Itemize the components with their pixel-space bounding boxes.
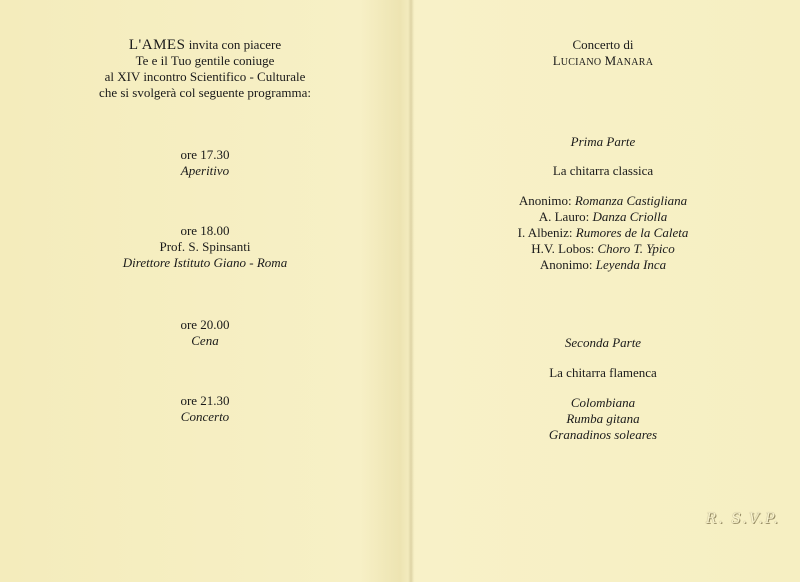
rsvp-emboss: R. S.V.P. bbox=[705, 511, 780, 527]
concert-heading: Concerto di bbox=[572, 37, 634, 52]
part-two-subtitle: La chitarra flamenca bbox=[549, 365, 657, 380]
schedule-speaker: Prof. S. Spinsanti bbox=[159, 239, 251, 254]
program-piece: H.V. Lobos: Choro T. Ypico bbox=[531, 241, 675, 256]
intro-line-1 bbox=[0, 37, 410, 53]
part-one-subtitle: La chitarra classica bbox=[552, 163, 654, 178]
schedule-label: Direttore Istituto Giano - Roma bbox=[122, 255, 288, 270]
organization-name: L'AMES bbox=[128, 37, 186, 53]
schedule-time: ore 17.30 bbox=[180, 147, 230, 162]
program-piece: Colombiana bbox=[570, 395, 636, 410]
schedule-time: ore 21.30 bbox=[180, 393, 230, 408]
part-two-title: Seconda Parte bbox=[564, 335, 642, 350]
intro-line-1-text: invita con piacere bbox=[185, 37, 282, 52]
schedule-item bbox=[0, 147, 410, 179]
program-piece: A. Lauro: Danza Criolla bbox=[538, 209, 668, 224]
performer-name: LUCIANO MANARA bbox=[552, 53, 654, 68]
intro-line-4: che si svolgerà col seguente programma: bbox=[99, 85, 311, 100]
schedule-item bbox=[0, 393, 410, 425]
invitation-intro bbox=[0, 37, 410, 101]
intro-line-2: Te e il Tuo gentile coniuge bbox=[135, 53, 275, 68]
intro-line-3: al XIV incontro Scientifico - Culturale bbox=[104, 69, 306, 84]
part-one-program bbox=[406, 193, 800, 273]
program-piece: Rumba gitana bbox=[566, 411, 640, 426]
schedule-label: Cena bbox=[191, 333, 219, 348]
schedule-time: ore 18.00 bbox=[180, 223, 230, 238]
schedule-time: ore 20.00 bbox=[180, 317, 230, 332]
schedule-item bbox=[0, 223, 410, 271]
program-piece: Anonimo: Leyenda Inca bbox=[539, 257, 667, 272]
program-piece: Granadinos soleares bbox=[548, 427, 658, 442]
schedule-label: Concerto bbox=[180, 409, 230, 424]
schedule-label: Aperitivo bbox=[180, 163, 230, 178]
concert-header bbox=[406, 37, 800, 71]
part-one bbox=[406, 134, 800, 273]
part-one-title: Prima Parte bbox=[570, 134, 636, 149]
part-two bbox=[406, 335, 800, 443]
part-two-program bbox=[406, 395, 800, 443]
right-page bbox=[414, 0, 800, 582]
program-piece: Anonimo: Romanza Castigliana bbox=[518, 193, 688, 208]
program-piece: I. Albeniz: Rumores de la Caleta bbox=[517, 225, 689, 240]
schedule-item bbox=[0, 317, 410, 349]
